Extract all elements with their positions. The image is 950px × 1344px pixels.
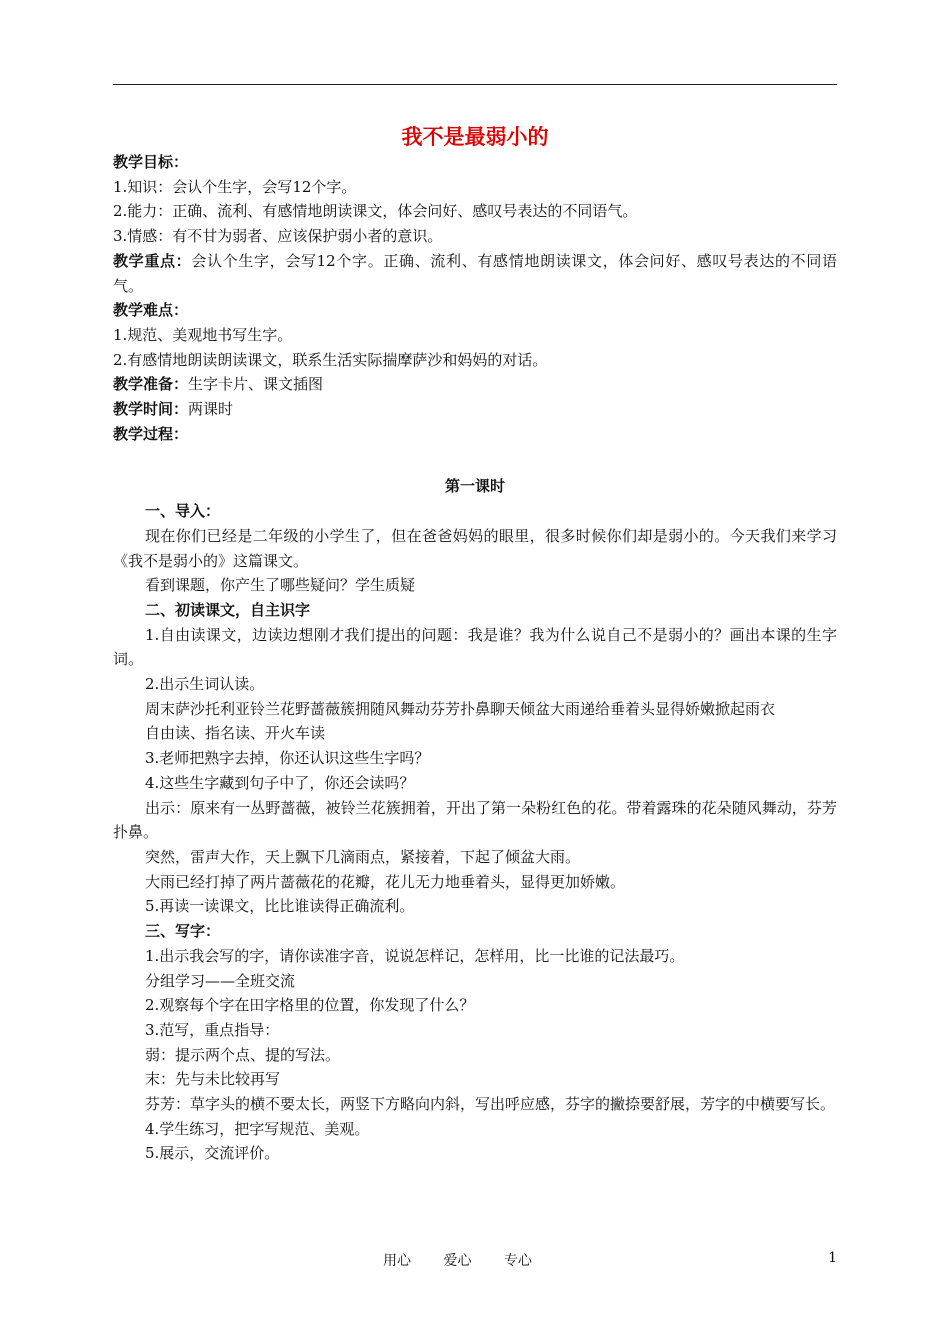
paragraph: 分组学习——全班交流 <box>145 971 296 990</box>
paragraph: 3.范写，重点指导： <box>145 1020 280 1039</box>
paragraph: 4.这些生字藏到句子中了，你还会读吗？ <box>145 773 415 792</box>
duration-label: 教学时间： <box>113 400 189 419</box>
preparation <box>113 372 837 397</box>
paragraph: 5.再读一读课文，比比谁读得正确流利。 <box>145 897 415 916</box>
difficulty-item: 2.有感情地朗读朗读课文，联系生活实际揣摩萨沙和妈妈的对话。 <box>113 350 548 369</box>
process-label: 教学过程： <box>113 424 189 443</box>
duration <box>113 397 837 422</box>
preparation-label: 教学准备： <box>113 375 189 394</box>
document-title: 我不是最弱小的 <box>401 125 549 149</box>
section-heading: 一、导入： <box>145 502 221 521</box>
paragraph: 末：先与未比较再写 <box>145 1070 281 1089</box>
section-heading: 二、初读课文，自主识字 <box>145 600 311 619</box>
header-rule <box>113 84 837 85</box>
section-heading: 三、写字： <box>145 922 221 941</box>
key-points-label: 教学重点： <box>113 251 192 270</box>
key-points-text: 会认个生字，会写12个字。正确、流利、有感情地朗读课文，体会问好、感叹号表达的不同语气。 <box>113 251 837 295</box>
paragraph: 芬芳：草字头的横不要太长，两竖下方略向内斜，写出呼应感，芬字的撇捺要舒展，芳字的中横要写长。 <box>145 1095 836 1114</box>
objective-item: 3.情感：有不甘为弱者、应该保护弱小者的意识。 <box>113 227 443 246</box>
difficulties-heading: 教学难点： <box>113 301 189 320</box>
vocabulary-list: 周末萨沙托利亚铃兰花野蔷薇簇拥随风舞动芬芳扑鼻聊天倾盆大雨递给垂着头显得娇嫩掀起雨衣 <box>145 699 776 718</box>
paragraph: 2.观察每个字在田字格里的位置，你发现了什么？ <box>145 996 475 1015</box>
objective-item: 2.能力：正确、流利、有感情地朗读课文，体会问好、感叹号表达的不同语气。 <box>113 202 638 221</box>
lesson-title: 第一课时 <box>444 477 505 496</box>
paragraph: 4.学生练习，把字写规范、美观。 <box>145 1119 370 1138</box>
paragraph: 突然，雷声大作，天上飘下几滴雨点，紧接着，下起了倾盆大雨。 <box>145 847 581 866</box>
paragraph: 1.出示我会写的字，请你读准字音，说说怎样记，怎样用，比一比谁的记法最巧。 <box>145 946 685 965</box>
duration-text: 两课时 <box>188 400 234 419</box>
preparation-text: 生字卡片、课文插图 <box>188 375 324 394</box>
objective-item: 1.知识：会认个生字，会写12个字。 <box>113 177 357 196</box>
paragraph: 看到课题，你产生了哪些疑问？学生质疑 <box>145 576 416 595</box>
paragraph: 出示：原来有一丛野蔷薇，被铃兰花簇拥着，开出了第一朵粉红色的花。带着露珠的花朵随风舞动，芬芳扑鼻。 <box>113 798 837 842</box>
paragraph: 1.自由读课文，边读边想刚才我们提出的问题：我是谁？我为什么说自己不是弱小的？画出本课的生字词。 <box>113 625 837 669</box>
paragraph: 现在你们已经是二年级的小学生了，但在爸爸妈妈的眼里，很多时候你们却是弱小的。今天我们来学习《我不是弱小的》这篇课文。 <box>113 526 837 570</box>
document-body <box>113 150 837 1166</box>
key-points <box>113 249 837 298</box>
paragraph: 3.老师把熟字去掉，你还认识这些生字吗？ <box>145 749 430 768</box>
paragraph: 5.展示，交流评价。 <box>145 1144 280 1163</box>
footer-motto: 用心 爱心 专心 <box>383 1253 532 1269</box>
paragraph: 自由读、指名读、开火车读 <box>145 724 326 743</box>
objectives-heading: 教学目标： <box>113 153 189 171</box>
paragraph: 弱：提示两个点、提的写法。 <box>145 1045 341 1064</box>
difficulty-item: 1.规范、美观地书写生字。 <box>113 325 293 344</box>
page-number: 1 <box>828 1250 837 1266</box>
paragraph: 大雨已经打掉了两片蔷薇花的花瓣，花儿无力地垂着头，显得更加娇嫩。 <box>145 872 626 891</box>
paragraph: 2.出示生词认读。 <box>145 675 265 694</box>
